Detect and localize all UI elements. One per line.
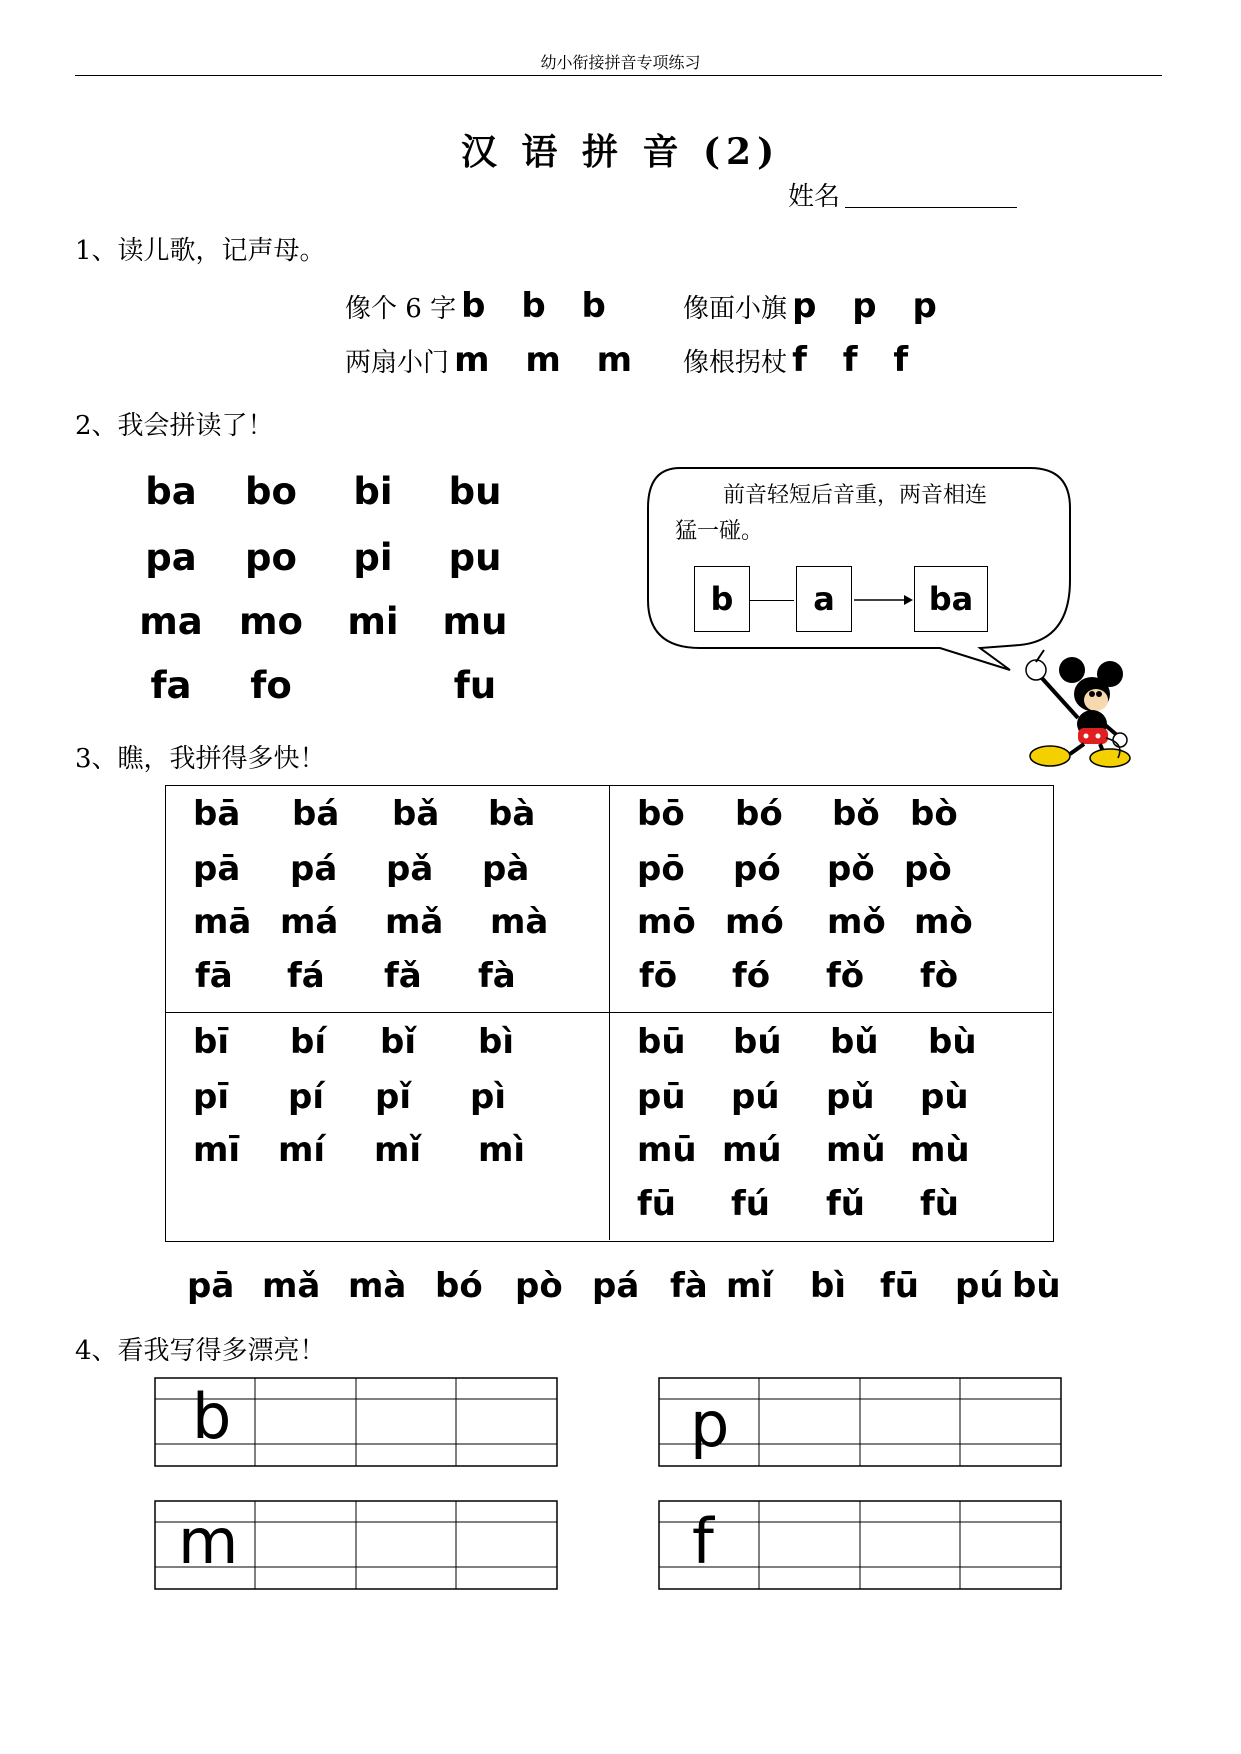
tone-syllable: bǒ [832,794,880,834]
rhyme-3 [345,340,644,380]
tone-syllable: fò [920,956,959,996]
syllable: pi [353,536,393,579]
tone-syllable: fà [478,956,516,996]
rhyme-text: 像根拐杖 [683,348,788,378]
tone-syllable: mò [914,902,973,942]
tone-syllable: bì [478,1022,514,1062]
bubble-line-1: 前音轻短后音重，两音相连 [723,483,988,508]
tone-syllable: pǐ [375,1077,411,1117]
mixed-syllable: bó [435,1266,483,1306]
mixed-syllable: mǐ [726,1266,774,1306]
tone-syllable: fū [637,1184,676,1224]
tone-syllable: mú [722,1130,782,1170]
mixed-syllable: fà [670,1266,708,1306]
syllable: bo [245,470,297,513]
box-final: a [796,566,852,632]
syllable: fo [250,664,292,707]
syllable: mu [442,600,508,643]
page-title: 汉 语 拼 音 (2) [460,131,781,173]
mixed-syllable: pá [592,1266,640,1306]
tone-syllable: bǎ [392,794,440,834]
tone-syllable: mū [637,1130,697,1170]
tone-syllable: pà [482,849,530,889]
tone-syllable: bā [193,794,241,834]
tone-syllable: fā [195,956,233,996]
rhyme-2 [683,286,949,326]
tone-syllable: bà [488,794,536,834]
rhyme-text: 像个 6 字 [345,294,457,324]
tone-syllable: fǎ [384,956,422,996]
rhyme-letters: f f f [792,340,921,380]
tone-syllable: bá [292,794,340,834]
syllable: ma [139,600,203,643]
syllable: fu [453,664,497,707]
header-rule [75,75,1162,76]
syllable: pa [145,536,197,579]
name-field[interactable] [845,207,1017,208]
tone-syllable: bū [637,1022,686,1062]
tone-syllable: pì [470,1077,506,1117]
syllable: bu [448,470,502,513]
tone-syllable: mí [278,1130,326,1170]
tone-syllable: mó [725,902,784,942]
rhyme-4 [683,340,920,380]
bubble-text-1 [675,478,1075,514]
tone-syllable: pō [637,849,685,889]
tone-syllable: fú [731,1184,770,1224]
tone-syllable: pā [193,849,241,889]
syllable: bi [353,470,393,513]
syllable: po [245,536,297,579]
tone-syllable: fǒ [826,956,865,996]
tone-syllable: pǔ [826,1077,875,1117]
tone-syllable: pò [904,849,952,889]
tone-syllable: pǎ [386,849,434,889]
connector-line [750,600,794,601]
tone-syllable: má [280,902,339,942]
section-1-heading: 1、读儿歌，记声母。 [75,236,326,266]
tone-syllable: fǔ [826,1184,865,1224]
tone-syllable: mǔ [826,1130,886,1170]
practice-letter-b: b [192,1380,232,1453]
tone-syllable: fù [920,1184,959,1224]
tone-syllable: bǔ [830,1022,879,1062]
syllable: fa [150,664,192,707]
mixed-syllable: bì [810,1266,846,1306]
tone-syllable: pī [193,1077,229,1117]
rhyme-letters: p p p [792,286,949,326]
tone-syllable: bú [733,1022,782,1062]
tone-syllable: mā [193,902,252,942]
mixed-syllable: pò [515,1266,563,1306]
tone-syllable: fá [287,956,325,996]
tone-syllable: mǒ [827,902,886,942]
rhyme-letters: m m m [454,340,645,380]
tone-syllable: mù [910,1130,970,1170]
practice-grid-f[interactable] [658,1500,1063,1592]
tone-syllable: pū [637,1077,686,1117]
mixed-syllable: pú [955,1266,1004,1306]
rhyme-text: 像面小旗 [683,294,788,324]
rhyme-text: 两扇小门 [345,348,450,378]
box-syllable: ba [914,566,988,632]
tone-syllable: pí [288,1077,324,1117]
bubble-line-2: 猛一碰。 [675,519,764,544]
tone-syllable: bō [637,794,685,834]
syllable: pu [448,536,502,579]
tone-syllable: bǐ [380,1022,416,1062]
mixed-syllable: fū [880,1266,919,1306]
box-initial: b [694,566,750,632]
rhyme-letters: b b b [461,286,618,326]
mixed-syllable: mǎ [262,1266,321,1306]
tone-syllable: pá [290,849,338,889]
tone-syllable: mǐ [374,1130,422,1170]
tone-syllable: pù [920,1077,969,1117]
mixed-syllable: mà [348,1266,407,1306]
practice-letter-m: m [178,1505,239,1578]
tone-syllable: mà [490,902,549,942]
tone-syllable: fó [732,956,771,996]
section-3-heading: 3、瞧，我拼得多快！ [75,744,326,774]
tone-syllable: pú [731,1077,780,1117]
syllable: mi [347,600,399,643]
practice-letter-p: p [690,1388,730,1461]
tone-syllable: fō [639,956,678,996]
section-2-heading: 2、我会拼读了！ [75,411,274,441]
section-4-heading: 4、看我写得多漂亮！ [75,1336,326,1366]
mickey-mouse-mascot [1000,648,1135,768]
mixed-syllable: pā [187,1266,235,1306]
tone-syllable: bó [735,794,783,834]
tone-syllable: bò [910,794,958,834]
tone-syllable: pǒ [827,849,875,889]
rhyme-1 [345,286,618,326]
tone-syllable: mō [637,902,696,942]
tone-table-hdivider [165,1012,1052,1013]
tone-syllable: bī [193,1022,229,1062]
arrow-right-icon [852,590,914,610]
tone-syllable: mǎ [385,902,444,942]
tone-syllable: pó [733,849,781,889]
tone-syllable: mī [193,1130,241,1170]
syllable: mo [239,600,303,643]
mixed-syllable: bù [1012,1266,1061,1306]
tone-syllable: bí [290,1022,326,1062]
tone-syllable: bù [928,1022,977,1062]
tone-syllable: mì [478,1130,526,1170]
page-header: 幼小衔接拼音专项练习 [540,53,701,72]
practice-letter-f: f [692,1505,714,1578]
syllable: ba [145,470,197,513]
name-label: 姓名 [788,182,841,212]
